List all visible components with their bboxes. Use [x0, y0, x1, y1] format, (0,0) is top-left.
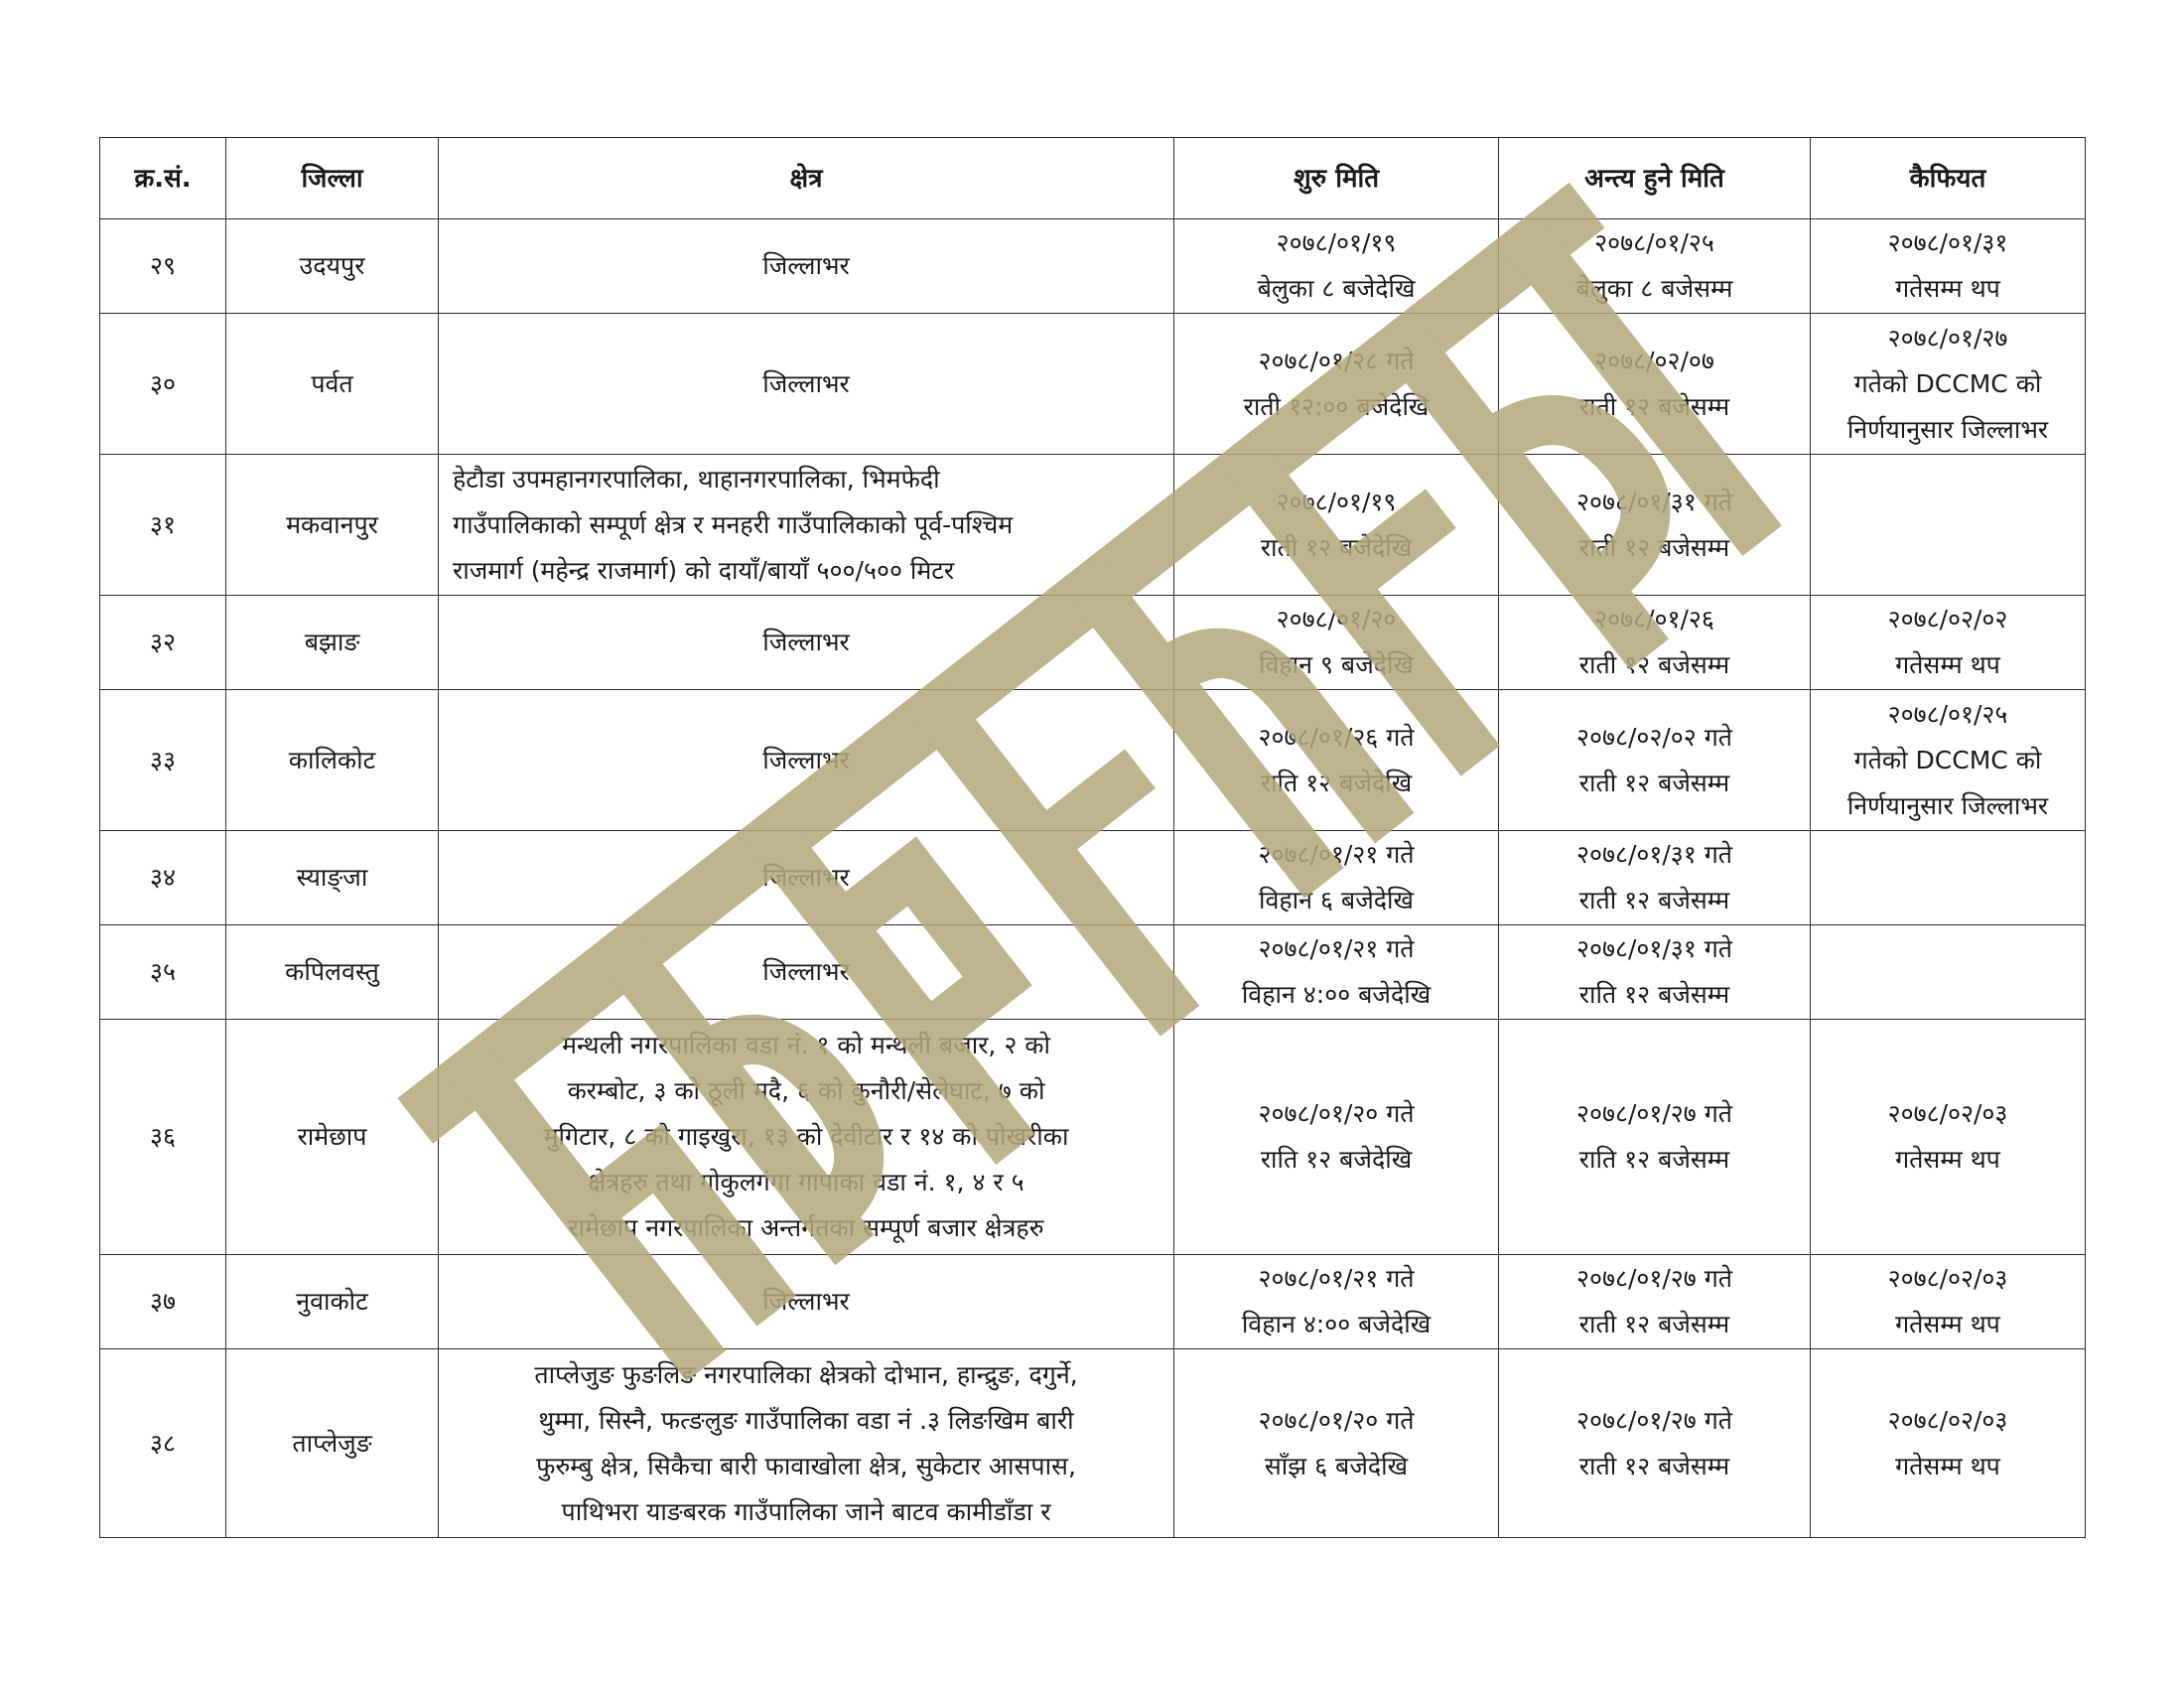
area-cell-line: जिल्लाभर: [762, 863, 850, 892]
area-cell-line: क्षेत्रहरु तथा गोकुलगंगा गापाका वडा नं. १, ४ र ५: [588, 1168, 1024, 1196]
remarks-cell-line: गतेको DCCMC को: [1853, 368, 2042, 398]
remarks-cell: [1811, 925, 2086, 1020]
end-date-cell-line: २०७८/०१/३१ गते: [1575, 487, 1733, 516]
header-row: [100, 138, 2086, 219]
district-cell: बझाङ: [226, 596, 439, 690]
start-date-cell-line: २०७८/०१/२८ गते: [1258, 346, 1415, 375]
end-date-cell: [1499, 455, 1811, 596]
area-cell-line: जिल्लाभर: [762, 745, 850, 774]
end-date-cell-line: राती १२ बजेसम्म: [1578, 1310, 1730, 1338]
end-date-cell: [1499, 596, 1811, 690]
start-date-cell-line: २०७८/०१/१९: [1276, 487, 1397, 516]
start-date-cell-line: राती १२ बजेदेखि: [1260, 532, 1413, 562]
end-date-cell: [1499, 219, 1811, 314]
district-cell: कालिकोट: [226, 690, 439, 831]
remarks-cell-line: गतेसम्म थप: [1895, 650, 2000, 679]
serial-number-cell: ३३: [100, 690, 226, 831]
district-cell: उदयपुर: [226, 219, 439, 314]
header-district: जिल्ला: [226, 138, 439, 219]
end-date-cell-line: राति १२ बजेसम्म: [1578, 980, 1730, 1009]
area-cell-line: मन्थली नगरपालिका वडा नं. १ को मन्थली बजार, २ को: [562, 1031, 1050, 1059]
area-cell-line: करम्बोट, ३ को ठूली मदै, ६ को कुनौरी/सेलेघाट, ७ को: [567, 1076, 1045, 1105]
district-cell: कपिलवस्तु: [226, 925, 439, 1020]
end-date-cell-line: २०७८/०१/३१ गते: [1575, 934, 1733, 963]
serial-number-cell: २९: [100, 219, 226, 314]
remarks-cell: [1811, 831, 2086, 925]
table-body: [100, 219, 2086, 1538]
area-cell-line: राजमार्ग (महेन्द्र राजमार्ग) को दायाँ/बायाँ ५००/५०० मिटर: [453, 555, 955, 585]
end-date-cell: [1499, 1255, 1811, 1349]
remarks-cell-line: २०७८/०१/३१: [1887, 228, 2008, 257]
start-date-cell-line: राती १२:०० बजेदेखि: [1243, 391, 1430, 421]
start-date-cell: [1174, 314, 1499, 455]
area-cell: [439, 314, 1174, 455]
remarks-cell-line: गतेसम्म थप: [1895, 274, 2000, 303]
table-row: [100, 925, 2086, 1020]
end-date-cell-line: २०७८/०१/२५: [1594, 228, 1714, 257]
area-cell-line: ताप्लेजुङ फुङलिङ नगरपालिका क्षेत्रको दोभान, हान्द्रुङ, दगुर्ने,: [534, 1359, 1078, 1389]
area-cell-line: जिल्लाभर: [762, 1287, 850, 1316]
area-cell: [439, 596, 1174, 690]
header-end-date: अन्त्य हुने मिति: [1499, 138, 1811, 219]
district-cell: मकवानपुर: [226, 455, 439, 596]
remarks-cell-line: २०७८/०२/०३: [1887, 1405, 2008, 1435]
area-cell-line: पाथिभरा याङबरक गाउँपालिका जाने बाटव कामीडाँडा र: [561, 1496, 1051, 1526]
end-date-cell-line: २०७८/०१/२७ गते: [1575, 1099, 1733, 1128]
remarks-cell-line: गतेसम्म थप: [1895, 1145, 2000, 1174]
end-date-cell-line: राती १२ बजेसम्म: [1578, 768, 1730, 797]
end-date-cell-line: २०७८/०२/०२ गते: [1575, 722, 1733, 752]
remarks-cell-line: २०७८/०१/२७: [1887, 323, 2008, 352]
header-serial-number: क्र.सं.: [100, 138, 226, 219]
start-date-cell-line: २०७८/०१/२० गते: [1258, 1099, 1415, 1128]
serial-number-cell: ३२: [100, 596, 226, 690]
remarks-cell: [1811, 1020, 2086, 1255]
end-date-cell-line: राती १२ बजेसम्म: [1578, 886, 1730, 914]
end-date-cell: [1499, 690, 1811, 831]
remarks-cell-line: गतेको DCCMC को: [1853, 745, 2042, 774]
area-cell: [439, 831, 1174, 925]
serial-number-cell: ३८: [100, 1349, 226, 1538]
area-cell: [439, 925, 1174, 1020]
header-start-date: शुरु मिति: [1174, 138, 1499, 219]
end-date-cell-line: २०७८/०२/०७: [1594, 346, 1714, 375]
serial-number-cell: ३५: [100, 925, 226, 1020]
start-date-cell: [1174, 1020, 1499, 1255]
remarks-cell-line: २०७८/०२/०२: [1887, 605, 2008, 633]
serial-number-cell: ३७: [100, 1255, 226, 1349]
end-date-cell: [1499, 1349, 1811, 1538]
end-date-cell: [1499, 831, 1811, 925]
area-cell-line: मुगिटार, ८ को गाइखुरा, १३ को देवीटार र १४ को पोखरीका: [543, 1122, 1069, 1151]
start-date-cell: [1174, 1255, 1499, 1349]
remarks-cell: [1811, 596, 2086, 690]
start-date-cell-line: २०७८/०१/२६ गते: [1258, 722, 1415, 752]
start-date-cell-line: बेलुका ८ बजेदेखि: [1257, 274, 1416, 303]
end-date-cell-line: २०७८/०१/२७ गते: [1575, 1264, 1733, 1293]
district-cell: नुवाकोट: [226, 1255, 439, 1349]
start-date-cell-line: साँझ ६ बजेदेखि: [1264, 1451, 1409, 1480]
serial-number-cell: ३०: [100, 314, 226, 455]
start-date-cell-line: २०७८/०१/२०: [1276, 605, 1397, 633]
start-date-cell: [1174, 690, 1499, 831]
table-row: [100, 455, 2086, 596]
end-date-cell-line: राती १२ बजेसम्म: [1578, 532, 1730, 562]
remarks-cell-line: २०७८/०२/०३: [1887, 1264, 2008, 1293]
start-date-cell-line: विहान ४:०० बजेदेखि: [1241, 980, 1432, 1009]
remarks-cell-line: निर्णयानुसार जिल्लाभर: [1846, 790, 2049, 820]
start-date-cell-line: विहान ४:०० बजेदेखि: [1241, 1310, 1432, 1338]
remarks-cell-line: गतेसम्म थप: [1895, 1451, 2000, 1480]
start-date-cell: [1174, 925, 1499, 1020]
table-row: [100, 596, 2086, 690]
header-remarks: कैफियत: [1811, 138, 2086, 219]
start-date-cell-line: विहान ९ बजेदेखि: [1259, 650, 1414, 679]
table-row: [100, 1255, 2086, 1349]
serial-number-cell: ३६: [100, 1020, 226, 1255]
area-cell-line: जिल्लाभर: [762, 957, 850, 986]
end-date-cell-line: २०७८/०१/३१ गते: [1575, 840, 1733, 869]
remarks-cell-line: २०७८/०१/२५: [1887, 699, 2008, 729]
area-cell: [439, 455, 1174, 596]
table-header: [100, 138, 2086, 219]
start-date-cell: [1174, 219, 1499, 314]
area-cell-line: जिल्लाभर: [762, 628, 850, 656]
remarks-cell-line: गतेसम्म थप: [1895, 1310, 2000, 1338]
area-cell-line: गाउँपालिकाको सम्पूर्ण क्षेत्र र मनहरी गाउँपालिकाको पूर्व-पश्चिम: [453, 509, 1014, 539]
serial-number-cell: ३४: [100, 831, 226, 925]
remarks-cell: [1811, 455, 2086, 596]
start-date-cell: [1174, 455, 1499, 596]
end-date-cell-line: बेलुका ८ बजेसम्म: [1575, 274, 1733, 303]
serial-number-cell: ३१: [100, 455, 226, 596]
remarks-cell: [1811, 219, 2086, 314]
table-row: [100, 1349, 2086, 1538]
remarks-cell: [1811, 690, 2086, 831]
start-date-cell-line: २०७८/०१/२१ गते: [1258, 840, 1415, 869]
end-date-cell-line: राति १२ बजेसम्म: [1578, 1145, 1730, 1174]
district-cell: स्याङ्जा: [226, 831, 439, 925]
end-date-cell: [1499, 314, 1811, 455]
district-cell: रामेछाप: [226, 1020, 439, 1255]
start-date-cell-line: २०७८/०१/२० गते: [1258, 1405, 1415, 1435]
start-date-cell-line: विहान ६ बजेदेखि: [1259, 886, 1414, 914]
table-row: [100, 219, 2086, 314]
start-date-cell: [1174, 831, 1499, 925]
remarks-cell: [1811, 314, 2086, 455]
start-date-cell-line: २०७८/०१/२१ गते: [1258, 1264, 1415, 1293]
area-cell: [439, 1349, 1174, 1538]
district-cell: पर्वत: [226, 314, 439, 455]
start-date-cell: [1174, 1349, 1499, 1538]
end-date-cell-line: राती १२ बजेसम्म: [1578, 391, 1730, 421]
area-cell: [439, 1020, 1174, 1255]
area-cell: [439, 690, 1174, 831]
area-cell-line: थुम्मा, सिस्नै, फत्ङलुङ गाउँपालिका वडा नं .३ लिङखिम बारी: [538, 1405, 1074, 1435]
start-date-cell-line: राति १२ बजेदेखि: [1260, 1145, 1413, 1174]
district-cell: ताप्लेजुङ: [226, 1349, 439, 1538]
end-date-cell-line: राती १२ बजेसम्म: [1578, 1451, 1730, 1480]
start-date-cell: [1174, 596, 1499, 690]
start-date-cell-line: राति १२ बजेदेखि: [1260, 768, 1413, 797]
area-cell: [439, 219, 1174, 314]
end-date-cell: [1499, 1020, 1811, 1255]
table-row: [100, 314, 2086, 455]
remarks-cell-line: २०७८/०२/०३: [1887, 1099, 2008, 1128]
end-date-cell: [1499, 925, 1811, 1020]
area-cell-line: जिल्लाभर: [762, 368, 850, 398]
start-date-cell-line: २०७८/०१/२१ गते: [1258, 934, 1415, 963]
area-cell-line: हेटौडा उपमहानगरपालिका, थाहानगरपालिका, भिमफेदी: [453, 464, 940, 493]
end-date-cell-line: २०७८/०१/२६: [1594, 605, 1714, 633]
start-date-cell-line: २०७८/०१/१९: [1276, 228, 1397, 257]
remarks-cell: [1811, 1349, 2086, 1538]
curfew-schedule-table: [99, 137, 2086, 1538]
remarks-cell: [1811, 1255, 2086, 1349]
header-area: क्षेत्र: [439, 138, 1174, 219]
area-cell: [439, 1255, 1174, 1349]
end-date-cell-line: २०७८/०१/२७ गते: [1575, 1405, 1733, 1435]
area-cell-line: फुरुम्बु क्षेत्र, सिकैचा बारी फावाखोला क्षेत्र, सुकेटार आसपास,: [536, 1451, 1076, 1480]
table-row: [100, 1020, 2086, 1255]
remarks-cell-line: निर्णयानुसार जिल्लाभर: [1846, 414, 2049, 444]
end-date-cell-line: राती १२ बजेसम्म: [1578, 650, 1730, 679]
area-cell-line: रामेछाप नगरपालिका अन्तर्गतका सम्पूर्ण बजार क्षेत्रहरु: [568, 1213, 1044, 1242]
table-row: [100, 690, 2086, 831]
area-cell-line: जिल्लाभर: [762, 251, 850, 280]
table-row: [100, 831, 2086, 925]
